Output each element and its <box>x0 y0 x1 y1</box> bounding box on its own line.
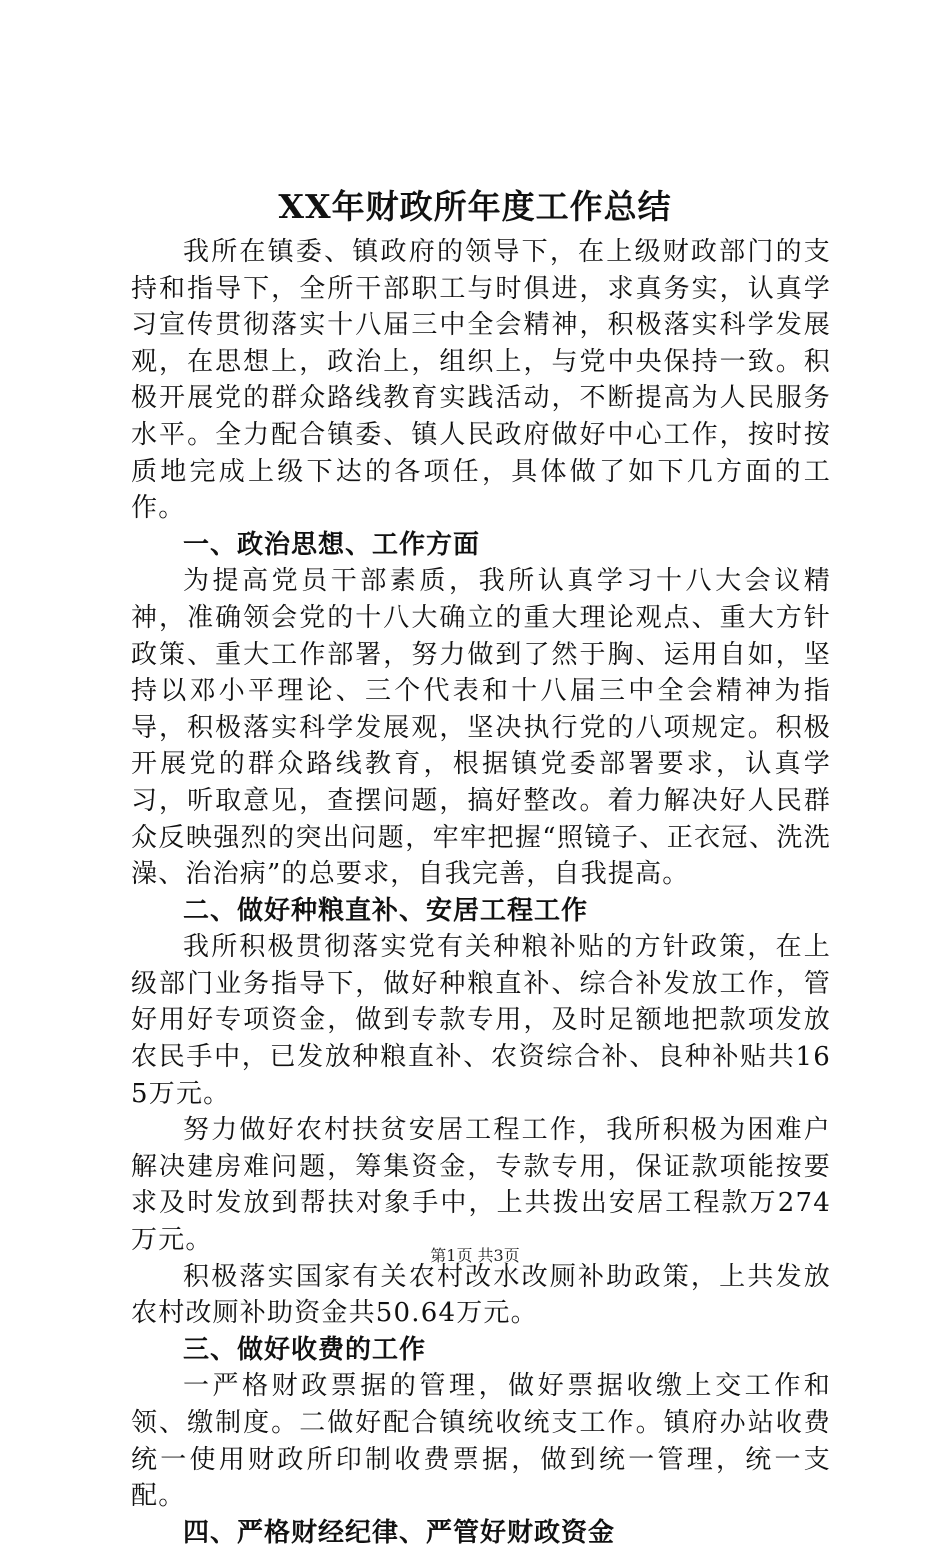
section-heading-1: 一、政治思想、工作方面 <box>183 529 481 560</box>
section-heading-4: 四、严格财经纪律、严管好财政资金 <box>183 1517 616 1548</box>
intro-paragraph: 我所在镇委、镇政府的领导下，在上级财政部门的支持和指导下，全所干部职工与时俱进，求真务实，认真学习宣传贯彻落实十八届三中全会精神，积极落实科学发展观，在思想上，政治上，组织上，与党中央保持一致。积极开展党的群众路线教育实践活动，不断提高为人民服务水平。全力配合镇委、镇人民政府做好中心工作，按时按质地完成上级下达的各项任，具体做了如下几方面的工作。 <box>131 237 831 524</box>
document-body <box>131 234 831 1551</box>
section-2-paragraph-1: 我所积极贯彻落实党有关种粮补贴的方针政策，在上级部门业务指导下，做好种粮直补、综合补发放工作，管好用好专项资金，做到专款专用，及时足额地把款项发放农民手中，已发放种粮直补、农资综合补、良种补贴共165万元。 <box>131 932 831 1109</box>
section-2-paragraph-3: 积极落实国家有关农村改水改厕补助政策，上共发放农村改厕补助资金共50.64万元。 <box>131 1261 831 1329</box>
section-2-paragraph-2: 努力做好农村扶贫安居工程工作，我所积极为困难户解决建房难问题，筹集资金，专款专用，保证款项能按要求及时发放到帮扶对象手中，上共拨出安居工程款万274万元。 <box>131 1115 831 1256</box>
section-heading-2: 二、做好种粮直补、安居工程工作 <box>183 895 589 926</box>
section-heading-3: 三、做好收费的工作 <box>183 1334 427 1365</box>
section-3-paragraph: 一严格财政票据的管理，做好票据收缴上交工作和领、缴制度。二做好配合镇统收统支工作。镇府办站收费统一使用财政所印制收费票据，做到统一管理，统一支配。 <box>131 1371 831 1512</box>
section-1-paragraph: 为提高党员干部素质，我所认真学习十八大会议精神，准确领会党的十八大确立的重大理论观点、重大方针政策、重大工作部署，努力做到了然于胸、运用自如，坚持以邓小平理论、三个代表和十八届三中全会精神为指导，积极落实科学发展观，坚决执行党的八项规定。积极开展党的群众路线教育，根据镇党委部署要求，认真学习，听取意见，查摆问题，搞好整改。着力解决好人民群众反映强烈的突出问题，牢牢把握“照镜子、正衣冠、洗洗澡、治治病”的总要求，自我完善，自我提高。 <box>131 566 831 890</box>
document-title: XX年财政所年度工作总结 <box>278 187 672 226</box>
page-number-footer: 第1页 共3页 <box>430 1246 520 1265</box>
